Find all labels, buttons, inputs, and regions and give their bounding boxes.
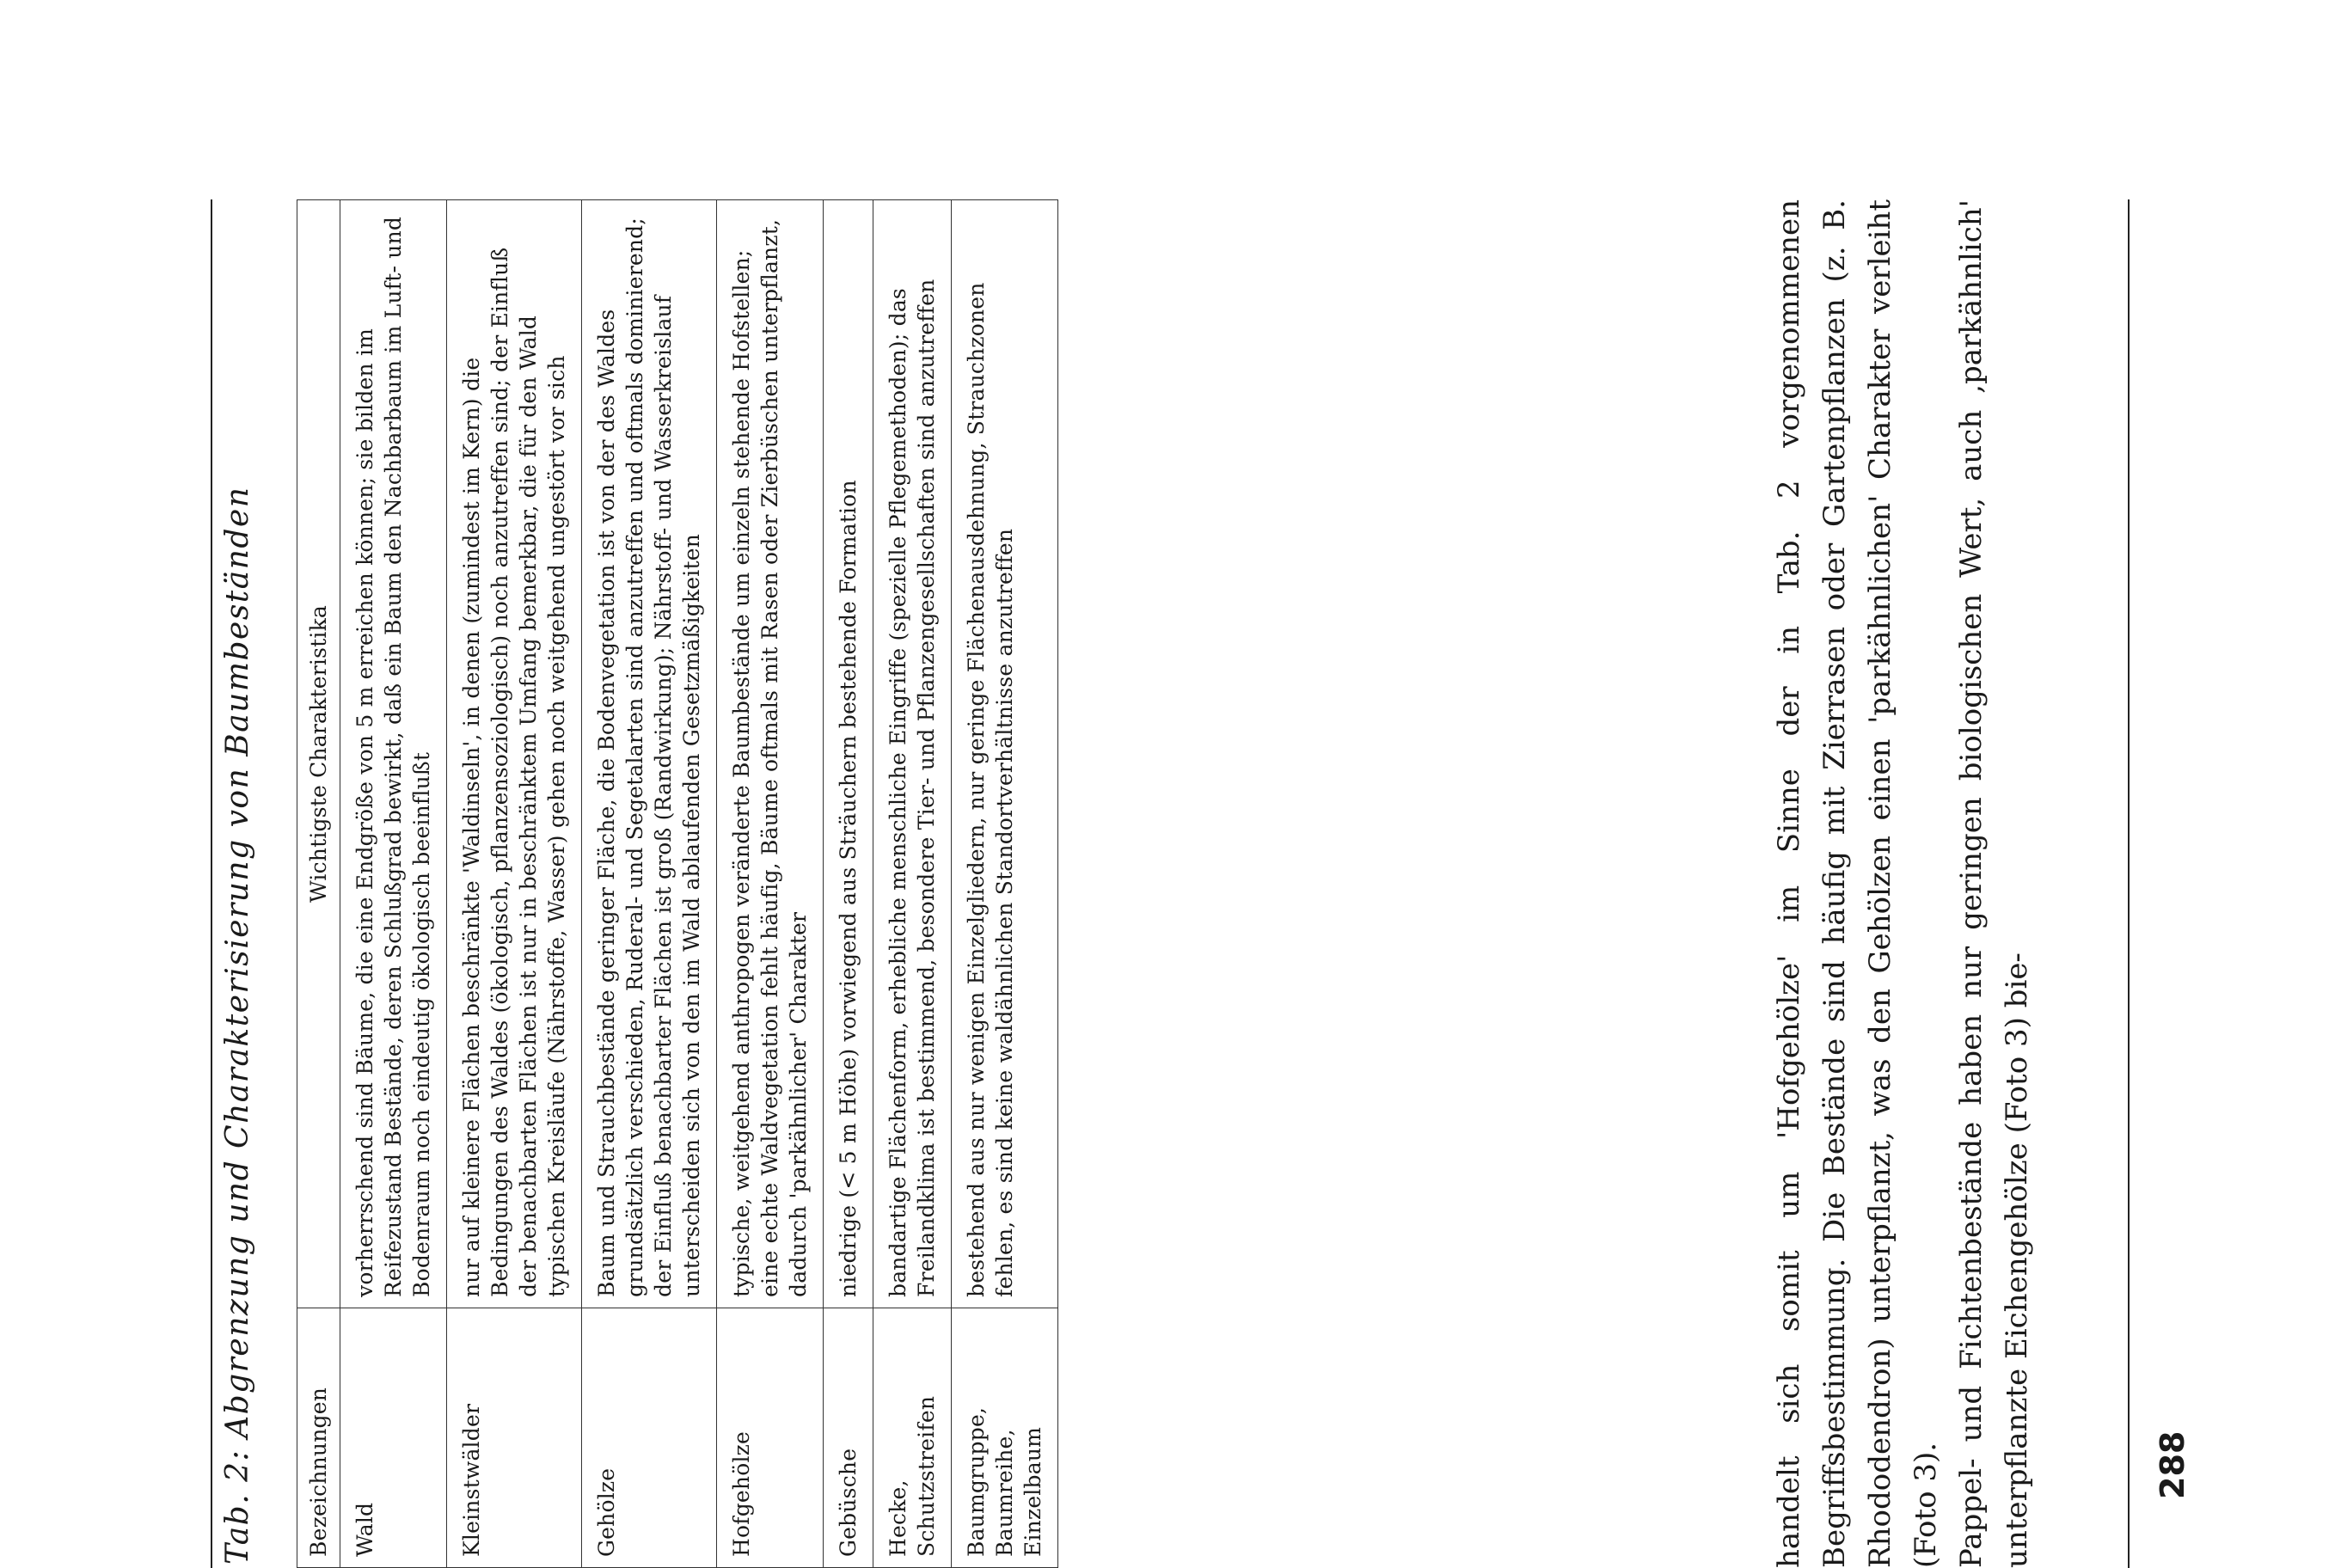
row-text: bestehend aus nur wenigen Einzelgliedern, nur geringe Flächenausdehnung, Strauchzonen fehlen, es sind keine waldähnlichen Standortverhältnisse anzutreffen bbox=[952, 200, 1058, 1308]
row-text: bandartige Flächenform, erhebliche menschliche Eingriffe (spezielle Pflegemethoden); das Freilandklima ist bestimmend, besondere Tier- und Pflanzengesellschaften sind anzutreffen bbox=[873, 200, 952, 1308]
table-row bbox=[952, 200, 1058, 1568]
table-row bbox=[717, 200, 824, 1568]
bottom-rule bbox=[2128, 199, 2130, 1568]
page-number: 288 bbox=[2154, 1430, 2191, 1499]
body-text bbox=[1767, 199, 2040, 1568]
row-text: niedrige (< 5 m Höhe) vorwiegend aus Sträuchern bestehende Formation bbox=[824, 200, 873, 1308]
header-charakteristika: Wichtigste Charakteristika bbox=[297, 200, 340, 1308]
row-name: Gebüsche bbox=[824, 1308, 873, 1568]
row-text: nur auf kleinere Flächen beschränkte 'Waldinseln', in denen (zumindest im Kern) die Bedingungen des Waldes (ökologisch, pflanzensoziologisch) noch anzutreffen sind; der Einfluß der benachbarten Flächen ist nur in beschränktem Umfang bemerkbar, die für den Wald typischen Kreisläufe (Nährstoffe, Wasser) gehen noch weitgehend ungestört vor sich bbox=[447, 200, 582, 1308]
table-row bbox=[447, 200, 582, 1568]
row-name: Kleinstwälder bbox=[447, 1308, 582, 1568]
row-name: Gehölze bbox=[582, 1308, 717, 1568]
header-bezeichnungen: Bezeichnungen bbox=[297, 1308, 340, 1568]
row-text: typische, weitgehend anthropogen veränderte Baumbestände um einzeln stehende Hofstellen; eine echte Waldvegetation fehlt häufig, Bäume oftmals mit Rasen oder Zierbüschen unterpflanzt, dadurch 'parkähnlicher' Charakter bbox=[717, 200, 824, 1308]
table-row bbox=[582, 200, 717, 1568]
top-rule bbox=[211, 199, 212, 1568]
row-text: Baum und Strauchbestände geringer Fläche, die Bodenvegetation ist von der des Waldes grundsätzlich verschieden, Ruderal- und Segetalarten sind anzutreffen und oftmals dominierend; der Einfluß benachbarter Flächen ist groß (Randwirkung); Nährstoff- und Wasserkreislauf unterscheiden sich von den im Wald ablaufenden Gesetzmäßigkeiten bbox=[582, 200, 717, 1308]
row-name: Baumgruppe, Baumreihe, Einzelbaum bbox=[952, 1308, 1058, 1568]
row-name: Wald bbox=[340, 1308, 447, 1568]
characteristics-table bbox=[297, 199, 1058, 1568]
row-text: vorherrschend sind Bäume, die eine Endgröße von 5 m erreichen können; sie bilden im Reifezustand Bestände, deren Schlußgrad bewirkt, daß ein Baum den Nachbarbaum im Luft- und Bodenraum noch eindeutig ökologisch beeinflußt bbox=[340, 200, 447, 1308]
body-paragraph-2: Pappel- und Fichtenbestände haben nur geringen biologischen Wert, auch ,parkähnlich' unterpflanzte Eichengehölze (Foto 3) bie- bbox=[1954, 199, 2034, 1568]
table-caption: Tab. 2: Abgrenzung und Charakterisierung von Baumbeständen bbox=[220, 486, 255, 1565]
body-paragraph-1: handelt sich somit um 'Hofgehölze' im Sinne der in Tab. 2 vorgenommenen Begriffsbestimmung. Die Bestände sind häufig mit Zierrasen oder Gartenpflanzen (z. B. Rhododendron) unterpflanzt, was den Gehölzen einen 'parkähnlichen' Charakter verleiht (Foto 3). bbox=[1772, 199, 1943, 1568]
table-header-row bbox=[297, 200, 340, 1568]
row-name: Hofgehölze bbox=[717, 1308, 824, 1568]
table-row bbox=[824, 200, 873, 1568]
table-row bbox=[873, 200, 952, 1568]
row-name: Hecke, Schutzstreifen bbox=[873, 1308, 952, 1568]
table-row bbox=[340, 200, 447, 1568]
